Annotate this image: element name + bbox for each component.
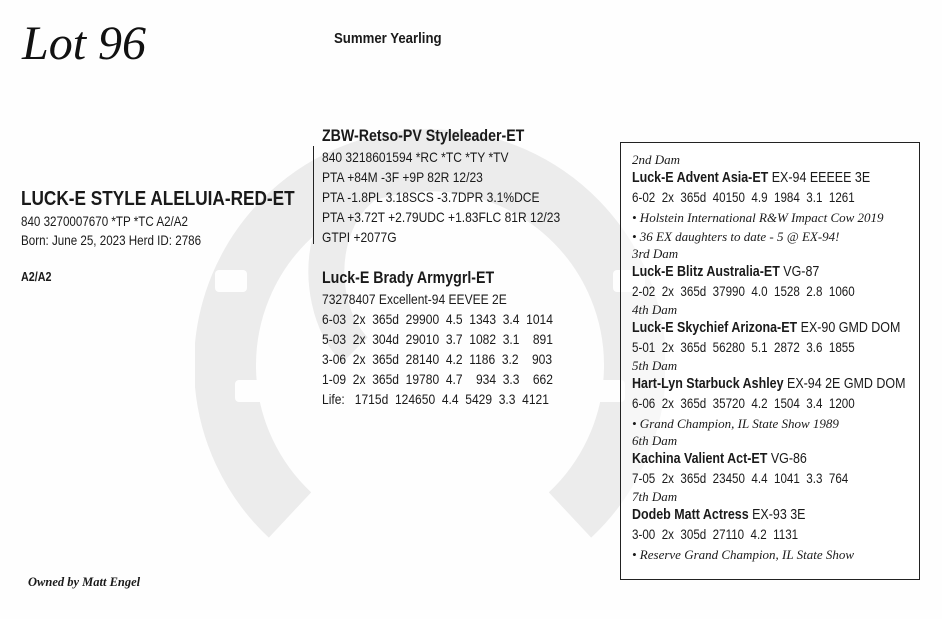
sire-line: 840 3218601594 *RC *TC *TY *TV xyxy=(322,149,509,165)
ancestor-dam-registered-name: Luck-E Skychief Arizona-ET xyxy=(632,320,798,336)
dam-record: 6-03 2x 365d 29900 4.5 1343 3.4 1014 xyxy=(322,311,553,327)
ancestor-dam-note: • Holstein International R&W Impact Cow 2019 xyxy=(632,210,884,225)
dam-record: 3-06 2x 365d 28140 4.2 1186 3.2 903 xyxy=(322,351,553,367)
sire-section xyxy=(322,126,599,247)
dam-generation-label: 3rd Dam xyxy=(632,246,679,261)
dam-section xyxy=(322,268,591,409)
genetics-label: A2/A2 xyxy=(21,270,52,284)
dam-record: 1-09 2x 365d 19780 4.7 934 3.3 662 xyxy=(322,371,553,387)
dam-generation-label: 4th Dam xyxy=(632,302,678,317)
ancestor-dam-note: • Grand Champion, IL State Show 1989 xyxy=(632,416,839,431)
ancestor-dam-registered-name: Dodeb Matt Actress xyxy=(632,507,749,523)
ancestor-dam-classification: VG-86 xyxy=(767,451,807,467)
ancestor-dam-classification: VG-87 xyxy=(779,264,820,280)
lot-title: Lot 96 xyxy=(22,17,147,70)
ancestor-dam-note: • Reserve Grand Champion, IL State Show xyxy=(632,547,855,562)
animal-id-line: 840 3270007670 *TP *TC A2/A2 xyxy=(21,214,188,229)
maternal-line-box xyxy=(620,142,920,580)
dam-record: 5-03 2x 304d 29010 3.7 1082 3.1 891 xyxy=(322,331,553,347)
ancestor-dam-record: 6-06 2x 365d 35720 4.2 1504 3.4 1200 xyxy=(632,396,855,411)
ancestor-dam-note: • 36 EX daughters to date - 5 @ EX-94! xyxy=(632,229,840,244)
dam-id-line: 73278407 Excellent-94 EEVEE 2E xyxy=(322,291,507,307)
ancestor-dam-record: 6-02 2x 365d 40150 4.9 1984 3.1 1261 xyxy=(632,190,855,205)
ancestor-dam-classification: EX-90 GMD DOM xyxy=(797,320,901,336)
dam-generation-label: 5th Dam xyxy=(632,358,678,373)
ancestor-dam-record: 3-00 2x 305d 27110 4.2 1131 xyxy=(632,527,799,542)
ancestor-dam-name xyxy=(632,262,905,282)
ancestor-dam-classification: EX-94 2E GMD DOM xyxy=(783,376,906,392)
sire-line: PTA -1.8PL 3.18SCS -3.7DPR 3.1%DCE xyxy=(322,189,540,205)
ancestor-dam-registered-name: Luck-E Advent Asia-ET xyxy=(632,170,769,186)
sire-line: PTA +3.72T +2.79UDC +1.83FLC 81R 12/23 xyxy=(322,209,561,225)
animal-info xyxy=(21,186,339,250)
ancestor-dam-record: 5-01 2x 365d 56280 5.1 2872 3.6 1855 xyxy=(632,340,855,355)
owner-label: Owned by Matt Engel xyxy=(28,575,141,589)
ancestor-dam-registered-name: Kachina Valient Act-ET xyxy=(632,451,768,467)
ancestor-dam-classification: EX-94 EEEEE 3E xyxy=(768,170,871,186)
ancestor-dam-record: 7-05 2x 365d 23450 4.4 1041 3.3 764 xyxy=(632,471,849,486)
ancestor-dam-record: 2-02 2x 365d 37990 4.0 1528 2.8 1060 xyxy=(632,284,855,299)
dam-generation-label: 7th Dam xyxy=(632,489,678,504)
ancestor-dam-name xyxy=(632,449,905,469)
animal-born-line: Born: June 25, 2023 Herd ID: 2786 xyxy=(21,233,202,248)
ancestor-dam-name xyxy=(632,505,905,525)
category-label: Summer Yearling xyxy=(334,30,442,47)
ancestor-dam-name xyxy=(632,318,905,338)
ancestor-dam-name xyxy=(632,168,905,188)
dam-lifetime-record: Life: 1715d 124650 4.4 5429 3.3 4121 xyxy=(322,391,549,407)
pedigree-bracket xyxy=(313,146,314,244)
dam-generation-label: 6th Dam xyxy=(632,433,678,448)
maternal-line-list xyxy=(632,152,942,564)
dam-name: Luck-E Brady Armygrl-ET xyxy=(322,269,495,287)
sire-name: ZBW-Retso-PV Styleleader-ET xyxy=(322,127,525,145)
ancestor-dam-registered-name: Hart-Lyn Starbuck Ashley xyxy=(632,376,784,392)
ancestor-dam-name xyxy=(632,374,905,394)
dam-generation-label: 2nd Dam xyxy=(632,152,681,167)
sire-line: PTA +84M -3F +9P 82R 12/23 xyxy=(322,169,483,185)
animal-name: LUCK-E STYLE ALELUIA-RED-ET xyxy=(21,188,295,210)
ancestor-dam-classification: EX-93 3E xyxy=(748,507,806,523)
ancestor-dam-registered-name: Luck-E Blitz Australia-ET xyxy=(632,264,780,280)
sire-line: GTPI +2077G xyxy=(322,229,397,245)
